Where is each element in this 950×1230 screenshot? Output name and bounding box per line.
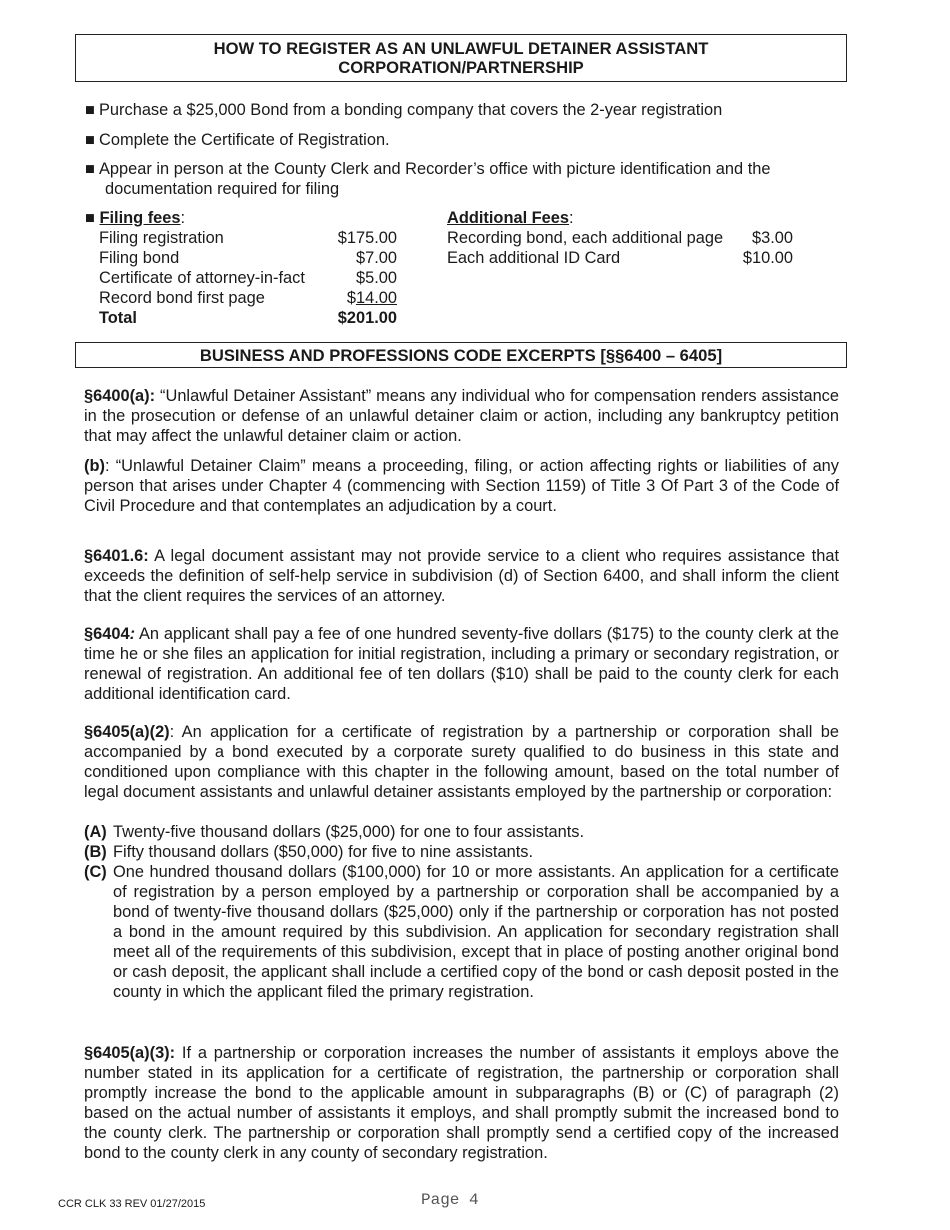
section-6400b: [84, 456, 839, 516]
subparagraph-label: (B): [84, 843, 107, 861]
fee-amount: $10.00: [742, 249, 793, 267]
fee-amount: $7.00: [355, 249, 397, 267]
subparagraph-label: (A): [84, 823, 107, 841]
bullet-complete-certificate: [85, 130, 825, 150]
filing-fees-table: [85, 208, 397, 328]
section-text: : An application for a certificate of registration by a partnership or corporation shall be accompanied by a bond executed by a corporate surety qualified to do business in this state and conditioned upon compliance with this chapter in the following amount, based on the total number of legal document assistants and unlawful detainer assistants employed by the partnership or corporation:: [84, 723, 839, 801]
additional-fees-heading: Additional Fees:: [447, 209, 574, 227]
section-6401-6: [84, 546, 839, 606]
fee-label: Filing registration: [99, 229, 224, 247]
subparagraph-c: [84, 862, 839, 1002]
bullet-text-continued: documentation required for filing: [105, 180, 340, 198]
fee-label: Certificate of attorney-in-fact: [99, 269, 305, 287]
subparagraph-text: One hundred thousand dollars ($100,000) for 10 or more assistants. An application for a certificate of registration by a person employed by a partnership or corporation shall be accompanied by a bond of twenty-five thousand dollars ($25,000) only if the partnership or corporation has not posted a bond in the amount required by this subdivision. An application for secondary registration shall meet all of the requirements of this subdivision, except that in place of posting another original bond or cash deposit, the applicant shall include a certified copy of the bond or cash deposit posted in the county in which the applicant filed the primary registration.: [113, 863, 839, 1001]
section-text: : “Unlawful Detainer Claim” means a proceeding, filing, or action affecting rights or liabilities of any person that arises under Chapter 4 (commencing with Section 1159) of Title 3 Of Part 3 of the Code of Civil Procedure and that contemplates an adjudication by a court.: [84, 457, 839, 515]
form-id: CCR CLK 33 REV 01/27/2015: [58, 1198, 206, 1210]
bullet-text: Complete the Certificate of Registration.: [99, 131, 390, 149]
section-label: §6401.6:: [84, 547, 149, 565]
section-label: §6404: [84, 625, 130, 643]
square-bullet-icon: ■: [85, 160, 95, 178]
additional-fees-table: [447, 208, 793, 268]
square-bullet-icon: ■: [85, 101, 95, 119]
fee-amount: $5.00: [355, 269, 397, 287]
fee-amount: $175.00: [337, 229, 397, 247]
page-title: [75, 34, 847, 82]
section-label: (b): [84, 457, 105, 475]
fee-row: [447, 228, 793, 248]
section-label: §6405(a)(3):: [84, 1044, 176, 1062]
bullet-text: Appear in person at the County Clerk and Recorder’s office with picture identification and the: [99, 160, 771, 178]
fee-total-amount: $201.00: [337, 309, 397, 327]
bullet-appear-in-person: [85, 159, 825, 199]
fee-row: [447, 248, 793, 268]
fee-total-row: [85, 308, 397, 328]
section-text: An applicant shall pay a fee of one hundred seventy-five dollars ($175) to the county clerk at the time he or she files an application for initial registration, including a primary or secondary registration, or renewal of registration. An additional fee of ten dollars ($10) shall be paid to the county clerk for each additional identification card.: [84, 625, 839, 703]
section-6405a2: [84, 722, 839, 802]
section-label: §6405(a)(2): [84, 723, 170, 741]
fee-row: [85, 268, 397, 288]
page-title-line2: CORPORATION/PARTNERSHIP: [338, 58, 584, 77]
fee-row: [85, 228, 397, 248]
fee-total-label: Total: [99, 309, 137, 327]
fee-label: Record bond first page: [99, 289, 265, 307]
subparagraph-label: (C): [84, 863, 107, 881]
subparagraph-text: Twenty-five thousand dollars ($25,000) for one to four assistants.: [113, 823, 585, 841]
fee-label: Recording bond, each additional page: [447, 229, 724, 247]
section-text: A legal document assistant may not provide service to a client who requires assistance that exceeds the definition of self-help service in subdivision (d) of Section 6400, and shall inform the client that the client requires the services of an attorney.: [84, 547, 839, 605]
square-bullet-icon: ■: [85, 131, 95, 149]
page-number: Page 4: [421, 1191, 479, 1209]
filing-fees-heading: ■ Filing fees:: [85, 209, 186, 227]
subparagraph-text: Fifty thousand dollars ($50,000) for five to nine assistants.: [113, 843, 534, 861]
fee-label: Filing bond: [99, 249, 180, 267]
fee-amount: $14.00: [346, 289, 397, 307]
bullet-purchase-bond: [85, 100, 825, 120]
section-6405a3: [84, 1043, 839, 1163]
fee-row: [85, 248, 397, 268]
section-6400a: [84, 386, 839, 446]
square-bullet-icon: ■: [85, 209, 95, 227]
subparagraph-b: [84, 842, 839, 862]
bullet-text: Purchase a $25,000 Bond from a bonding company that covers the 2-year registration: [99, 101, 723, 119]
fee-label: Each additional ID Card: [447, 249, 621, 267]
fee-row: [85, 288, 397, 308]
section-text: “Unlawful Detainer Assistant” means any individual who for compensation renders assistance in the prosecution or defense of an unlawful detainer claim or action, including any bankruptcy petition that may affect the unlawful detainer claim or action.: [84, 387, 839, 445]
section-6404: §6404: An applicant shall pay a fee of one hundred seventy-five dollars ($175) to the county clerk at the time he or she files an application for initial registration, including a primary or secondary registration, or renewal of registration. An additional fee of ten dollars ($10) shall be paid to the county clerk for each additional identification card.: [84, 625, 839, 703]
page-title-line1: HOW TO REGISTER AS AN UNLAWFUL DETAINER ASSISTANT: [213, 39, 709, 58]
section-title: BUSINESS AND PROFESSIONS CODE EXCERPTS [§§6400 – 6405]: [75, 342, 847, 368]
fee-amount: $3.00: [751, 229, 793, 247]
section-text: If a partnership or corporation increases the number of assistants it employs above the number stated in its application for a certificate of registration, the partnership or corporation shall promptly increase the bond to the applicable amount in subparagraphs (B) or (C) of paragraph (2) based on the actual number of assistants it employs, and shall promptly submit the increased bond to the county clerk. The partnership or corporation shall promptly send a certified copy of the increased bond to the county clerk in any county of secondary registration.: [84, 1044, 839, 1162]
subparagraph-a: [84, 822, 839, 842]
section-label: §6400(a):: [84, 387, 156, 405]
